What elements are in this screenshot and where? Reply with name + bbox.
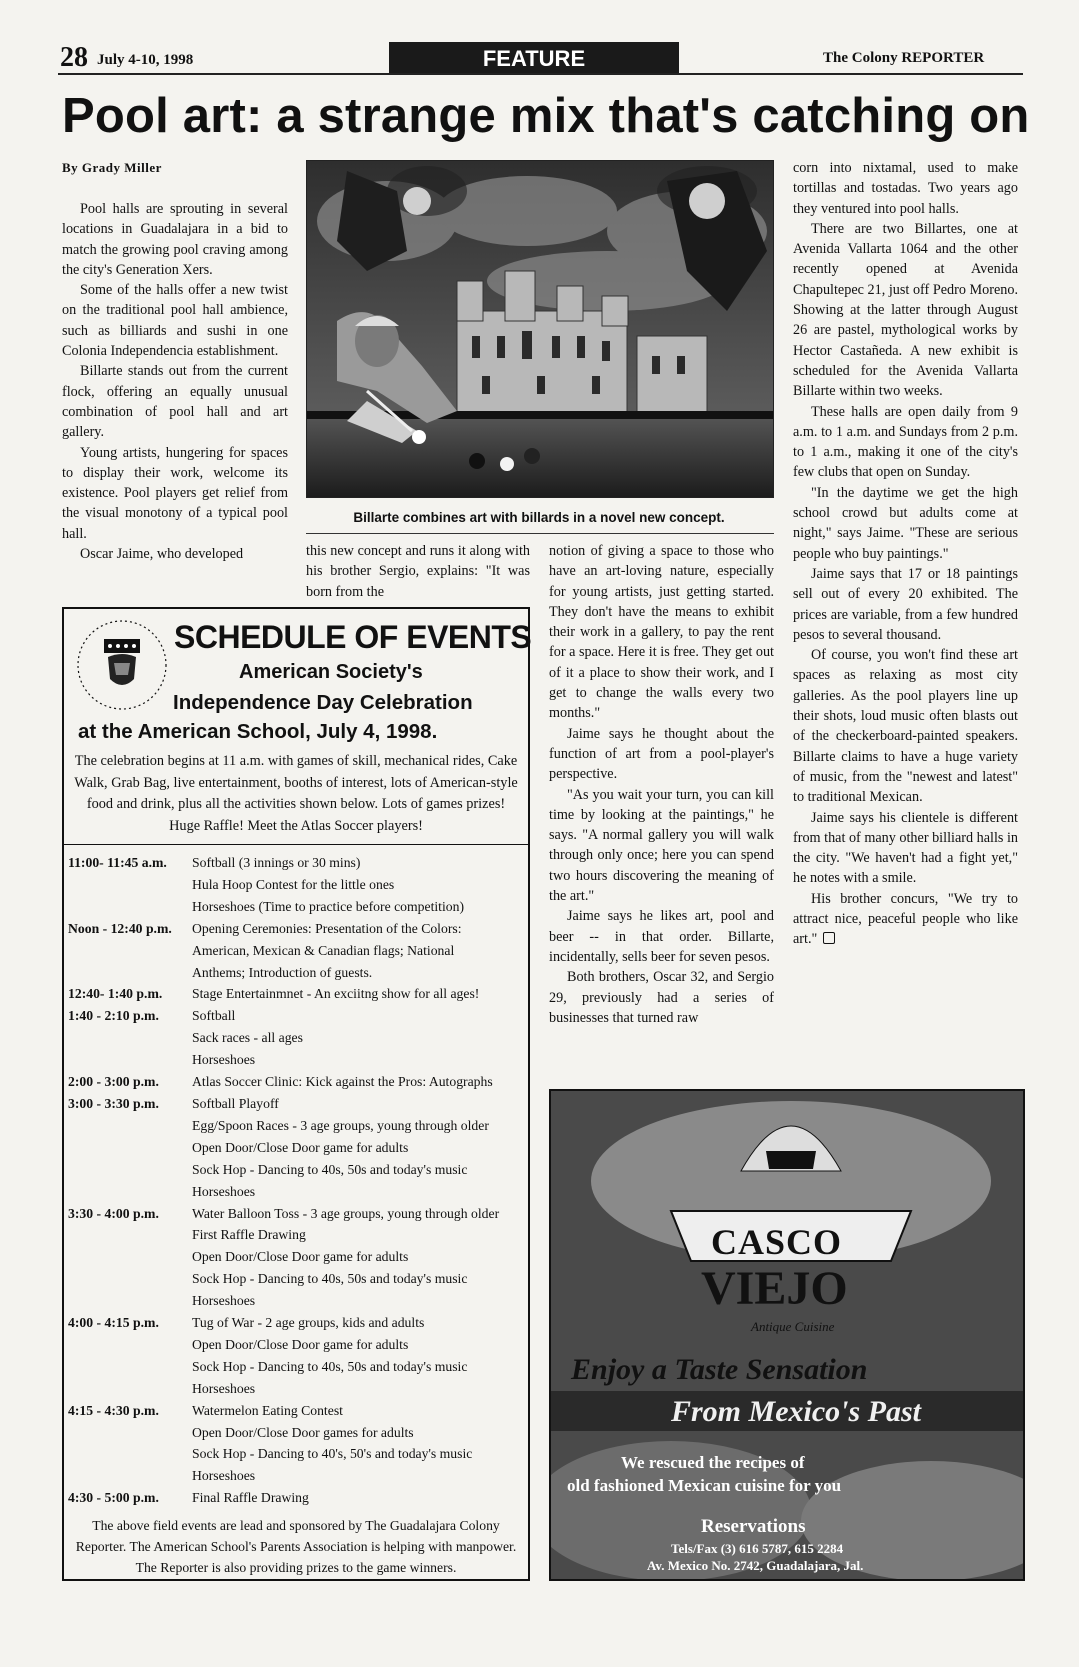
schedule-event: Tug of War - 2 age groups, kids and adults <box>192 1315 425 1331</box>
schedule-row <box>68 1378 524 1400</box>
ad-slogan-1: Enjoy a Taste Sensation <box>571 1353 868 1386</box>
schedule-event: Horseshoes <box>192 1052 256 1068</box>
schedule-event: Egg/Spoon Races - 3 age groups, young through older <box>192 1117 489 1133</box>
schedule-event: Open Door/Close Door games for adults <box>192 1424 414 1440</box>
masthead-rule <box>58 73 1023 75</box>
schedule-event: Stage Entertainmnet - An exciitng show for all ages! <box>192 986 480 1002</box>
article-column-3 <box>549 541 774 1028</box>
schedule-time <box>68 1224 192 1246</box>
article-paragraph: Oscar Jaime, who developed <box>80 546 244 563</box>
schedule-time: 3:00 - 3:30 p.m. <box>68 1095 159 1111</box>
ad-brand-line-1: CASCO <box>711 1222 843 1262</box>
schedule-subtitle-1: American Society's <box>239 661 423 683</box>
article-column-4 <box>793 158 1018 950</box>
schedule-event: Horseshoes <box>192 1293 256 1309</box>
schedule-time <box>68 1465 192 1487</box>
schedule-time: 12:40- 1:40 p.m. <box>68 986 163 1002</box>
article-column-2 <box>306 541 530 602</box>
ad-tagline: Antique Cuisine <box>751 1319 835 1334</box>
schedule-event: Sock Hop - Dancing to 40s, 50s and today's music <box>192 1271 468 1287</box>
schedule-row <box>68 1334 524 1356</box>
article-paragraph: Jaime says he thought about the function of art from a pool-player's perspective. <box>549 725 774 783</box>
schedule-row <box>68 1203 524 1225</box>
schedule-event: Sack races - all ages <box>192 1030 303 1046</box>
schedule-row <box>68 1290 524 1312</box>
schedule-event: First Raffle Drawing <box>192 1227 306 1243</box>
schedule-time <box>68 1378 192 1400</box>
schedule-time <box>68 1443 192 1465</box>
schedule-event: Sock Hop - Dancing to 40s, 50s and today's music <box>192 1358 468 1374</box>
schedule-time: 1:40 - 2:10 p.m. <box>68 1008 159 1024</box>
caption-rule <box>306 533 774 534</box>
schedule-box <box>62 607 530 1581</box>
schedule-time <box>68 1027 192 1049</box>
schedule-row <box>68 896 524 918</box>
american-society-seal-icon <box>74 617 170 713</box>
schedule-row <box>68 1049 524 1071</box>
article-paragraph: His brother concurs, "We try to attract nice, peaceful people who like art." <box>793 890 1018 948</box>
ad-slogan-2: From Mexico's Past <box>671 1395 922 1428</box>
schedule-event: Softball Playoff <box>192 1095 279 1111</box>
schedule-time <box>68 1246 192 1268</box>
schedule-time <box>68 1049 192 1071</box>
schedule-event: Open Door/Close Door game for adults <box>192 1249 409 1265</box>
schedule-title: SCHEDULE OF EVENTS <box>174 619 532 655</box>
schedule-event: American, Mexican & Canadian flags; National <box>192 942 455 958</box>
ad-address: Av. Mexico No. 2742, Guadalajara, Jal. <box>647 1558 864 1573</box>
ad-banner-line-2: old fashioned Mexican cuisine for you <box>567 1476 842 1495</box>
article-paragraph: Of course, you won't find these art spaces as relaxing as most city galleries. As the pool players line up their shots, loud music often blasts out of the checkerboard-painted speakers. Billarte claims to have a huge variety of music, from the "newest and latest" to traditional Mexican. <box>793 647 1018 806</box>
schedule-row <box>68 940 524 962</box>
photo-caption: Billarte combines art with billards in a novel new concept. <box>353 510 725 525</box>
schedule-row <box>68 1027 524 1049</box>
article-photo <box>306 160 774 498</box>
schedule-row <box>68 1268 524 1290</box>
end-of-story-mark-icon <box>823 932 835 944</box>
schedule-event: Softball <box>192 1008 236 1024</box>
schedule-time <box>68 896 192 918</box>
schedule-event: Horseshoes <box>192 1183 256 1199</box>
schedule-event: Water Balloon Toss - 3 age groups, young through older <box>192 1205 500 1221</box>
schedule-row <box>68 1400 524 1422</box>
article-paragraph: this new concept and runs it along with his brother Sergio, explains: "It was born from the <box>306 543 530 600</box>
schedule-time: Noon - 12:40 p.m. <box>68 920 172 936</box>
article-paragraph: "In the daytime we get the high school crowd but adults come at night," says Jaime. "These are serious people who buy paintings." <box>793 484 1018 562</box>
schedule-subtitle-3: at the American School, July 4, 1998. <box>78 720 438 743</box>
schedule-time <box>68 1356 192 1378</box>
schedule-event: Sock Hop - Dancing to 40's, 50's and today's music <box>192 1446 473 1462</box>
schedule-row <box>68 918 524 940</box>
article-paragraph: Pool halls are sprouting in several locations in Guadalajara in a bid to match the growing pool craving among the city's Generation Xers. <box>62 201 288 278</box>
schedule-time: 2:00 - 3:00 p.m. <box>68 1074 159 1090</box>
schedule-time <box>68 1422 192 1444</box>
schedule-event: Opening Ceremonies: Presentation of the Colors: <box>192 920 462 936</box>
schedule-event: Anthems; Introduction of guests. <box>192 964 373 980</box>
article-headline: Pool art: a strange mix that's catching on <box>62 89 1030 143</box>
section-label: FEATURE <box>389 42 679 74</box>
schedule-time <box>68 1181 192 1203</box>
casco-viejo-advertisement <box>549 1089 1025 1581</box>
schedule-time: 4:30 - 5:00 p.m. <box>68 1490 159 1506</box>
schedule-time: 4:15 - 4:30 p.m. <box>68 1402 159 1418</box>
schedule-row <box>68 1137 524 1159</box>
newspaper-name: The Colony REPORTER <box>823 50 985 66</box>
article-paragraph: Both brothers, Oscar 32, and Sergio 29, previously had a series of businesses that turned raw <box>549 969 774 1026</box>
schedule-row <box>68 874 524 896</box>
schedule-event: Final Raffle Drawing <box>192 1490 309 1506</box>
article-paragraph: These halls are open daily from 9 a.m. to 1 a.m. and Sundays from 2 p.m. to 1 a.m., making it one of the city's few clubs that open on Sunday. <box>793 403 1018 481</box>
schedule-row <box>68 1115 524 1137</box>
schedule-row <box>68 1422 524 1444</box>
schedule-row <box>68 1093 524 1115</box>
schedule-time <box>68 1268 192 1290</box>
schedule-list <box>68 852 524 1509</box>
ad-reservations-label: Reservations <box>701 1516 806 1537</box>
article-paragraph: Jaime says that 17 or 18 paintings sell out of every 20 exhibited. The prices are variable, from a few hundred pesos to several thousand. <box>793 565 1018 643</box>
schedule-time <box>68 1290 192 1312</box>
schedule-row <box>68 1465 524 1487</box>
schedule-event: Open Door/Close Door game for adults <box>192 1336 409 1352</box>
ad-banner-line-1: We rescued the recipes of <box>621 1453 805 1472</box>
schedule-time <box>68 962 192 984</box>
schedule-subtitle-2: Independence Day Celebration <box>173 691 473 714</box>
schedule-event: Horseshoes <box>192 1468 256 1484</box>
schedule-footer: The above field events are lead and sponsored by The Guadalajara Colony Reporter. The American School's Parents Association is helping with manpower. The Reporter is also providing prizes to the game winners. <box>75 1518 517 1575</box>
article-paragraph: There are two Billartes, one at Avenida Vallarta 1064 and the other recently opened at Avenida Chapultepec 21, just off Pedro Moreno. Showing at the latter through August 26 are pastel, mythological works by Hector Castañeda. A new exhibit is scheduled for the Avenida Vallarta Billarte within two weeks. <box>793 220 1018 400</box>
schedule-row <box>68 983 524 1005</box>
schedule-event: Horseshoes <box>192 1380 256 1396</box>
schedule-intro: The celebration begins at 11 a.m. with games of skill, mechanical rides, Cake Walk, Grab Bag, live entertainment, booths of interest, lots of American-style food and drink, plus all the activities shown below. Lots of games prizes! Huge Raffle! Meet the Atlas Soccer players! <box>74 753 518 834</box>
schedule-time <box>68 940 192 962</box>
article-column-1 <box>62 199 288 564</box>
schedule-event: Open Door/Close Door game for adults <box>192 1139 409 1155</box>
schedule-row <box>68 1246 524 1268</box>
article-paragraph: Young artists, hungering for spaces to display their work, welcome its existence. Pool players get relief from the visual monotony of a typical pool hall. <box>62 444 288 542</box>
schedule-event: Watermelon Eating Contest <box>192 1402 343 1418</box>
schedule-time <box>68 1159 192 1181</box>
pool-player-painting-image <box>307 161 773 497</box>
schedule-row <box>68 1071 524 1093</box>
schedule-time <box>68 874 192 896</box>
schedule-time <box>68 1334 192 1356</box>
schedule-time <box>68 1115 192 1137</box>
article-paragraph: corn into nixtamal, used to make tortillas and tostadas. Two years ago they ventured into pool halls. <box>793 160 1018 217</box>
schedule-row <box>68 962 524 984</box>
schedule-row <box>68 1487 524 1509</box>
schedule-row <box>68 1443 524 1465</box>
schedule-row <box>68 1181 524 1203</box>
byline: By Grady Miller <box>62 160 162 175</box>
ad-phone: Tels/Fax (3) 616 5787, 615 2284 <box>671 1541 844 1556</box>
schedule-row <box>68 1356 524 1378</box>
schedule-row <box>68 852 524 874</box>
article-paragraph: Billarte stands out from the current flock, offering an equally unusual combination of pool hall and art gallery. <box>62 363 288 441</box>
article-paragraph: "As you wait your turn, you can kill time by looking at the paintings," he says. "A normal gallery you will walk through only once; here you can spend two hours discovering the meaning of the art." <box>549 786 774 905</box>
schedule-divider <box>64 844 528 845</box>
schedule-row <box>68 1159 524 1181</box>
schedule-event: Horseshoes (Time to practice before competition) <box>192 898 465 914</box>
schedule-row <box>68 1312 524 1334</box>
schedule-row <box>68 1005 524 1027</box>
schedule-time: 4:00 - 4:15 p.m. <box>68 1315 159 1331</box>
schedule-time <box>68 1137 192 1159</box>
schedule-event: Hula Hoop Contest for the little ones <box>192 876 395 892</box>
schedule-event: Softball (3 innings or 30 mins) <box>192 855 361 870</box>
schedule-time: 11:00- 11:45 a.m. <box>68 855 167 870</box>
issue-date: July 4-10, 1998 <box>97 52 194 68</box>
ad-brand-line-2: VIEJO <box>701 1262 848 1315</box>
page-number: 28 <box>60 42 88 73</box>
ad-background-image <box>551 1091 1023 1579</box>
schedule-time: 3:30 - 4:00 p.m. <box>68 1205 159 1221</box>
article-paragraph: notion of giving a space to those who have an art-loving nature, especially for young artists, just getting started. They don't have the means to exhibit their work in a gallery, to pay the rent for a space. Here it is free. They get out of it a place to show their work, and I get to change the walls every two months." <box>549 543 774 722</box>
schedule-event: Sock Hop - Dancing to 40s, 50s and today's music <box>192 1161 468 1177</box>
article-paragraph: Jaime says he likes art, pool and beer -- in that order. Billarte, incidentally, sells beer for seven pesos. <box>549 908 774 965</box>
article-paragraph: Jaime says his clientele is different from that of many other billiard halls in the city. "We haven't had a fight yet," he notes with a smile. <box>793 809 1018 887</box>
schedule-event: Atlas Soccer Clinic: Kick against the Pros: Autographs <box>192 1074 493 1090</box>
article-paragraph: Some of the halls offer a new twist on the traditional pool hall ambience, such as billiards and sushi in one Colonia Independencia establishment. <box>62 282 288 360</box>
schedule-row <box>68 1224 524 1246</box>
